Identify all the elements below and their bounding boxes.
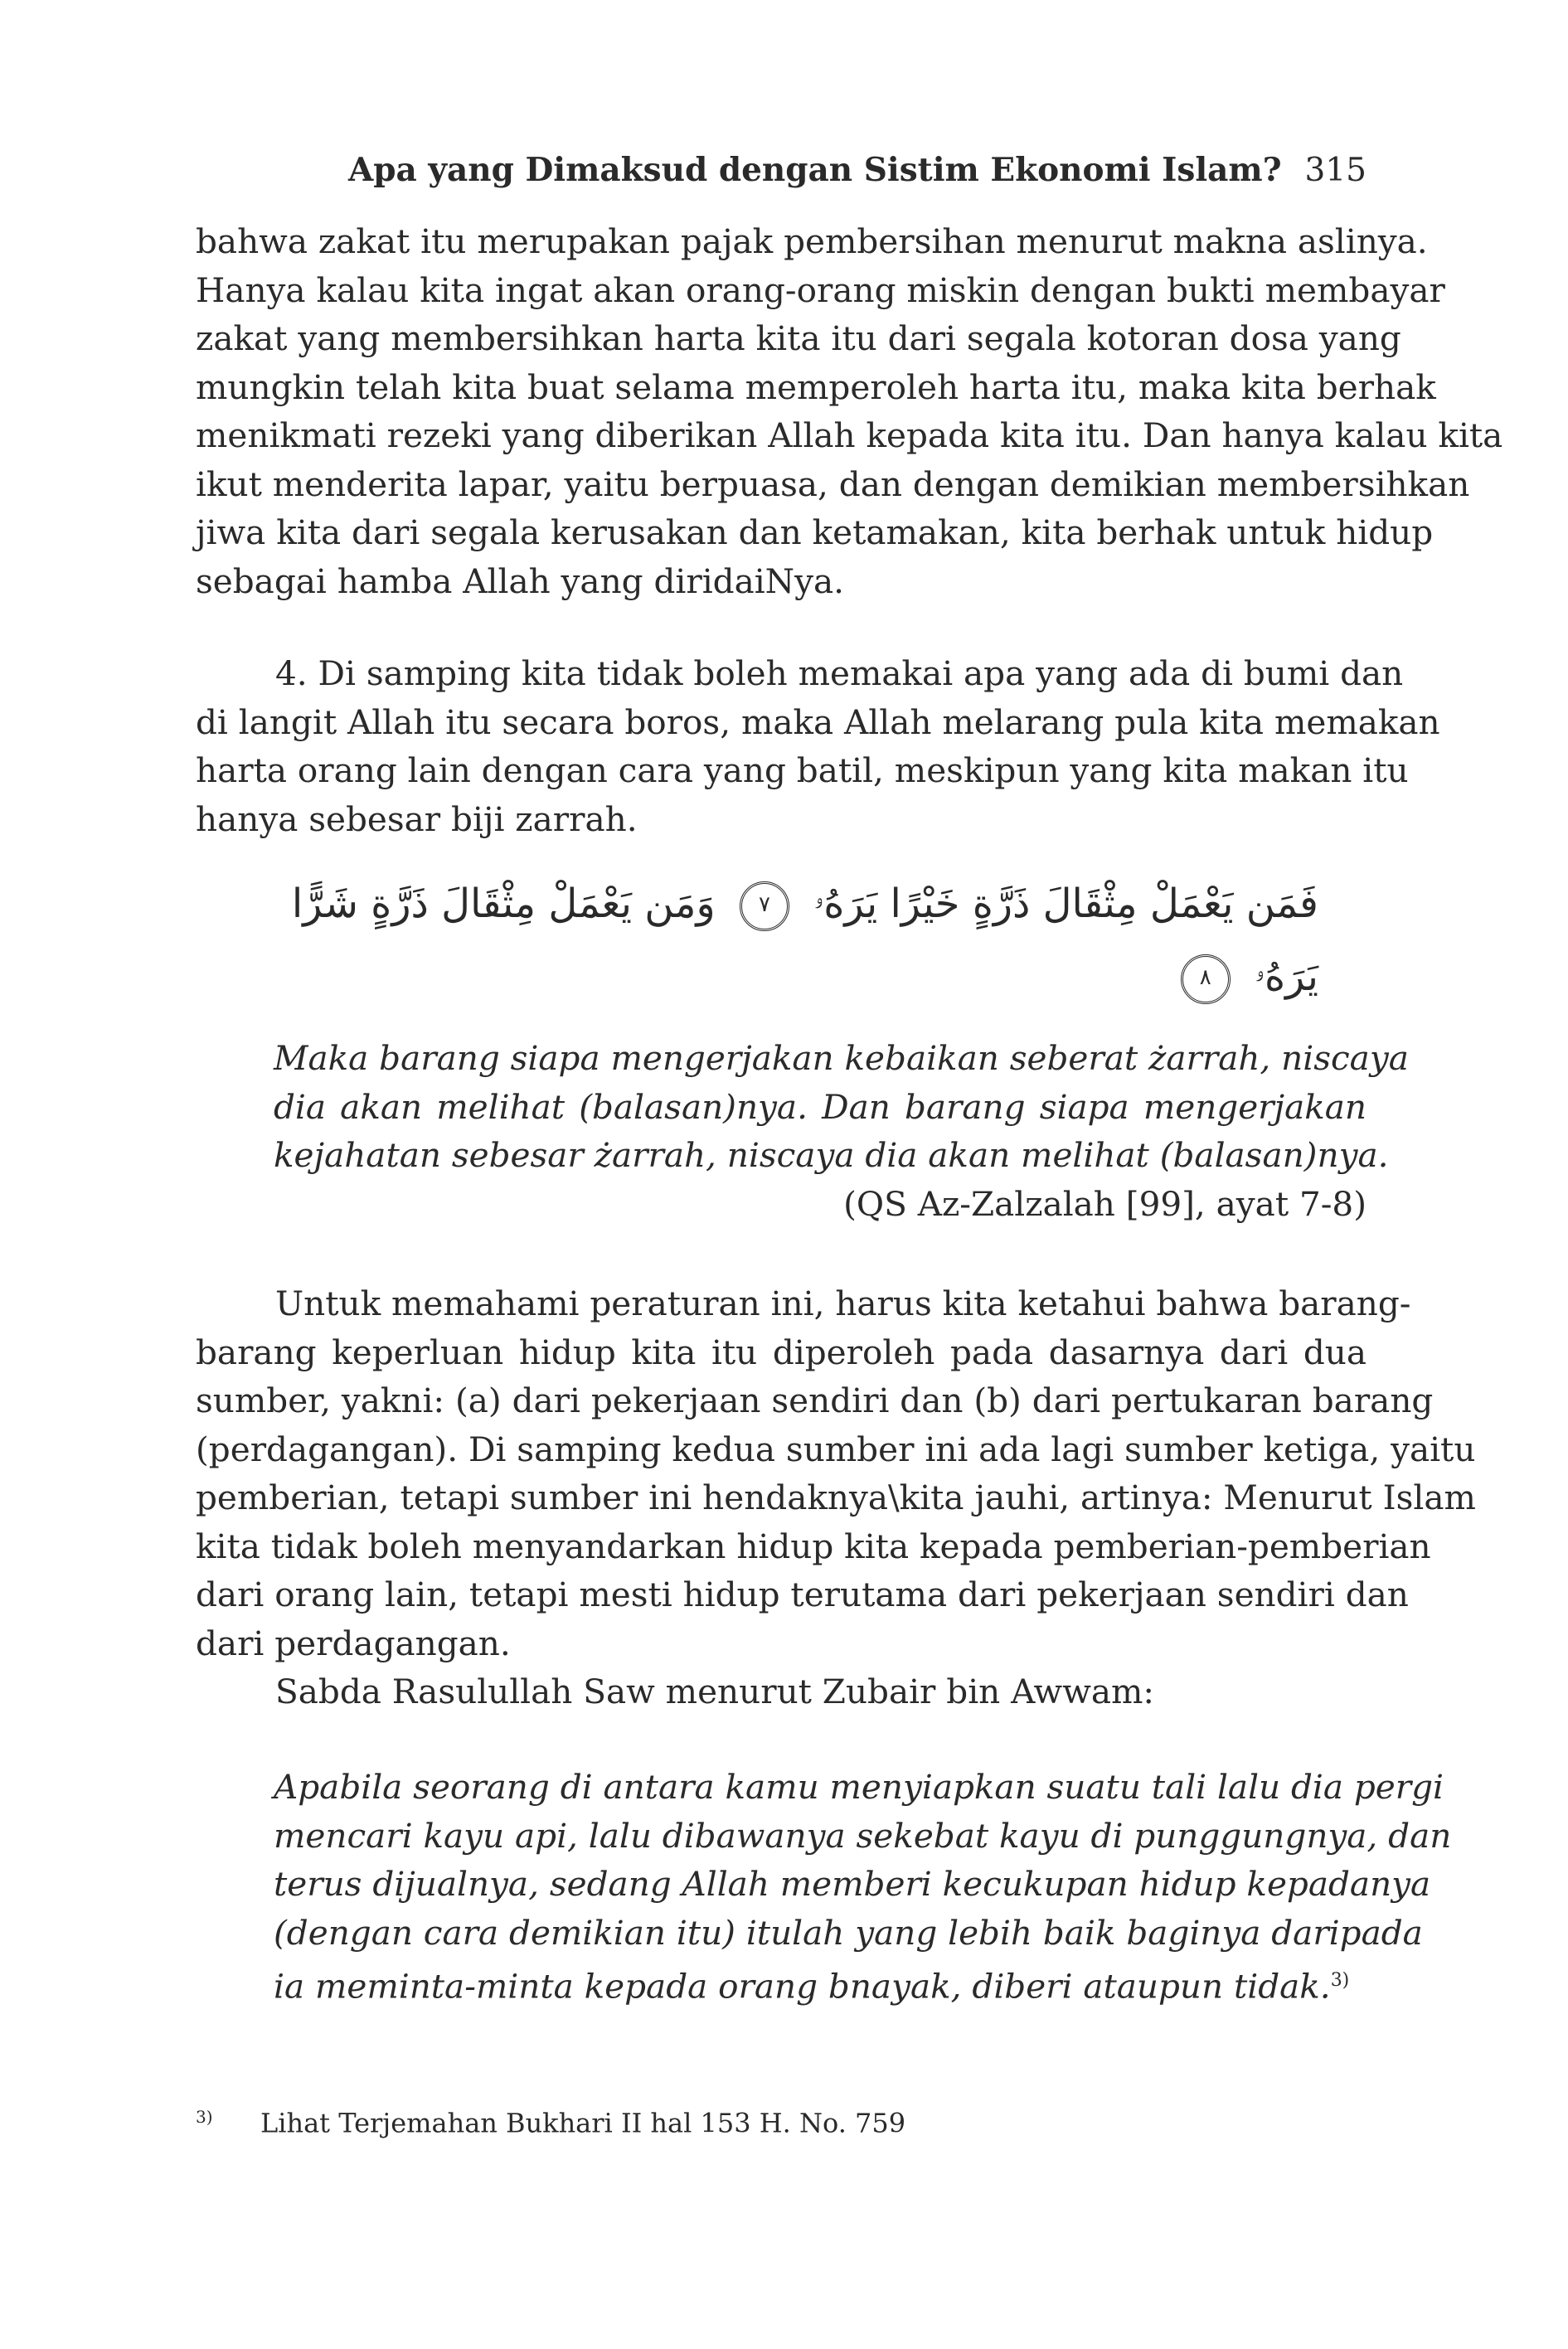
footnote-text: Lihat Terjemahan Bukhari II hal 153 H. No. 759 — [260, 2107, 906, 2139]
chapter-title: Apa yang Dimaksud dengan Sistim Ekonomi Islam? — [347, 151, 1282, 189]
page-number: 315 — [1304, 152, 1367, 189]
text-line: 4. Di samping kita tidak boleh memakai apa yang ada di bumi dan — [275, 653, 1404, 693]
text-line: (perdagangan). Di samping kedua sumber ini ada lagi sumber ketiga, yaitu — [196, 1429, 1476, 1469]
text-line: Sabda Rasulullah Saw menurut Zubair bin Awwam: — [275, 1672, 1155, 1711]
paragraph-zakat — [196, 217, 1503, 605]
text-line: mencari kayu api, lalu dibawanya sekebat kayu di punggungnya, dan — [274, 1815, 1452, 1856]
arabic-line-1 — [274, 867, 1318, 940]
arabic-text: يَرَهُۥ — [1255, 954, 1318, 1000]
arabic-verse — [274, 867, 1318, 1013]
running-header — [196, 149, 1367, 192]
text-line: hanya sebesar biji zarrah. — [196, 798, 638, 839]
text-line: jiwa kita dari segala kerusakan dan ketamakan, kita berhak untuk hidup — [196, 512, 1434, 552]
paragraph-hadith-intro — [196, 1667, 1367, 1716]
text-line — [274, 1957, 1367, 2011]
verse-citation: (QS Az-Zalzalah [99], ayat 7-8) — [843, 1184, 1367, 1224]
ayah-number-marker: ٨ — [1181, 954, 1231, 1004]
arabic-text: وَمَن يَعْمَلْ مِثْقَالَ ذَرَّةٍ شَرًّا — [291, 881, 716, 927]
text-line: terus dijualnya, sedang Allah memberi kecukupan hidup kepadanya — [274, 1864, 1431, 1904]
text-line: Hanya kalau kita ingat akan orang-orang miskin dengan bukti membayar — [196, 269, 1445, 310]
text-line: menikmati rezeki yang diberikan Allah kepada kita itu. Dan hanya kalau kita — [196, 415, 1503, 455]
hadith-quote — [274, 1763, 1452, 2011]
text-line: sumber, yakni: (a) dari pekerjaan sendiri dan (b) dari pertukaran barang — [196, 1381, 1434, 1420]
text-line: di langit Allah itu secara boros, maka Allah melarang pula kita memakan — [196, 701, 1440, 742]
text-line: dia akan melihat (balasan)nya. Dan barang siapa mengerjakan — [274, 1086, 1367, 1127]
text-line: sebagai hamba Allah yang diridaiNya. — [196, 561, 845, 601]
text-line: dari perdagangan. — [196, 1623, 511, 1663]
footnote-mark: 3) — [196, 2107, 213, 2127]
text-line: dari orang lain, tetapi mesti hidup terutama dari pekerjaan sendiri dan — [196, 1575, 1409, 1614]
paragraph-sources — [196, 1279, 1476, 1667]
text-line: Untuk memahami peraturan ini, harus kita ketahui bahwa barang- — [275, 1284, 1411, 1323]
paragraph-point-4 — [196, 649, 1440, 843]
text-line: Maka barang siapa mengerjakan kebaikan seberat żarrah, niscaya — [274, 1038, 1409, 1078]
text-line: (dengan cara demikian itu) itulah yang lebih baik baginya daripada — [274, 1912, 1423, 1953]
text-line: zakat yang membersihkan harta kita itu dari segala kotoran dosa yang — [196, 318, 1401, 358]
text-line: kita tidak boleh menyandarkan hidup kita kepada pemberian-pemberian — [196, 1526, 1431, 1566]
footnote-reference: 3) — [1330, 1970, 1350, 1991]
text-line: pemberian, tetapi sumber ini hendaknya\kita jauhi, artinya: Menurut Islam — [196, 1478, 1476, 1517]
text-line: barang keperluan hidup kita itu diperoleh pada dasarnya dari dua — [196, 1332, 1367, 1372]
arabic-text: فَمَن يَعْمَلْ مِثْقَالَ ذَرَّةٍ خَيْرًا يَرَهُۥ — [813, 881, 1318, 927]
text-line: ikut menderita lapar, yaitu berpuasa, dan dengan demikian membersihkan — [196, 463, 1470, 504]
hadith-last-line-text: ia meminta-minta kepada orang bnayak, diberi ataupun tidak. — [274, 1966, 1331, 2007]
text-line: Apabila seorang di antara kamu menyiapkan suatu tali lalu dia pergi — [274, 1767, 1444, 1807]
ayah-number-marker: ٧ — [740, 881, 789, 931]
verse-translation — [274, 1034, 1409, 1180]
text-line: bahwa zakat itu merupakan pajak pembersihan menurut makna aslinya. — [196, 221, 1428, 261]
text-line: mungkin telah kita buat selama memperoleh harta itu, maka kita berhak — [196, 366, 1436, 407]
text-line: harta orang lain dengan cara yang batil, meskipun yang kita makan itu — [196, 750, 1409, 790]
arabic-line-2 — [274, 940, 1318, 1013]
text-line: kejahatan sebesar żarrah, niscaya dia akan melihat (balasan)nya. — [274, 1135, 1389, 1175]
footnote — [196, 2099, 1367, 2142]
